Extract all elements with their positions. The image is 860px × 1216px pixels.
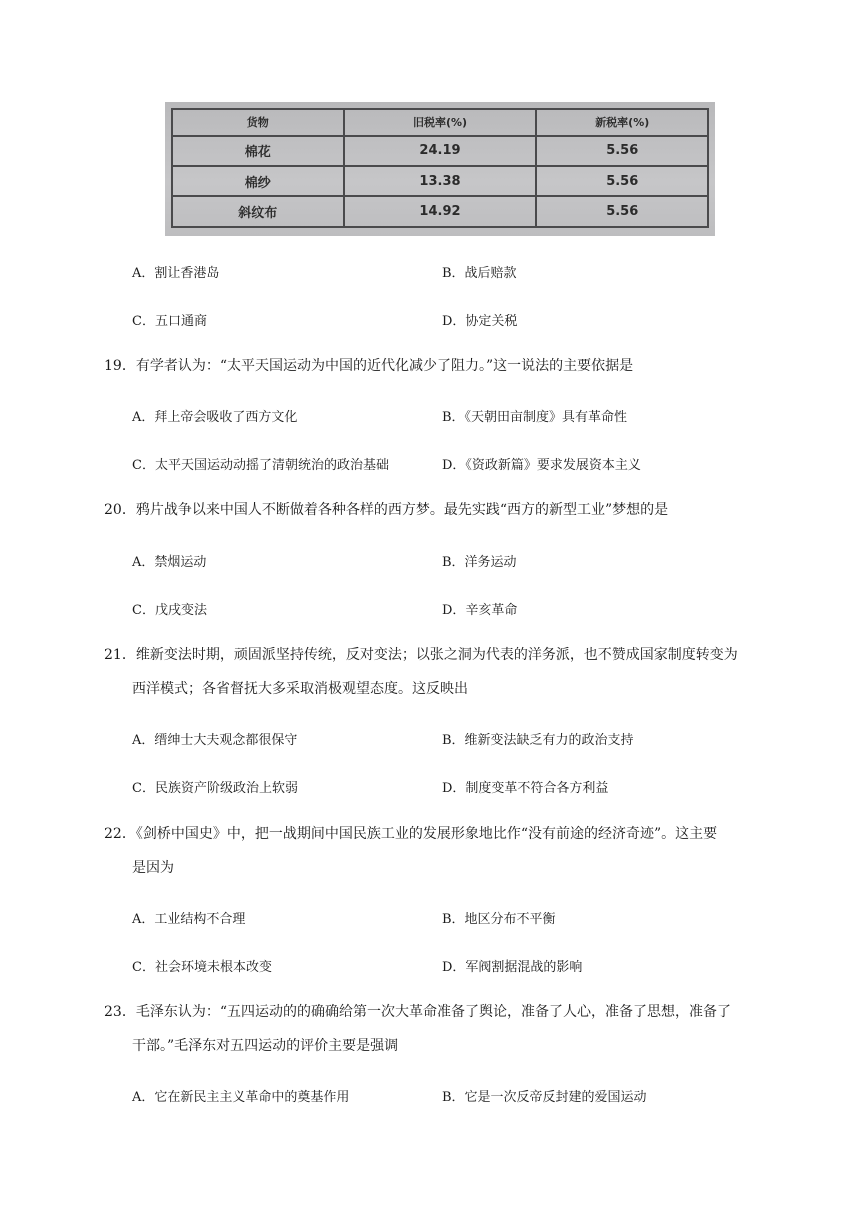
- q23-stem: [104, 1004, 784, 1020]
- q18-option-d: D．协定关税: [442, 314, 518, 329]
- cell-old-rate: 13.38: [344, 166, 537, 196]
- q19-option-b: B．《天朝田亩制度》具有革命性: [442, 410, 628, 425]
- q22-stem: [104, 826, 784, 842]
- q20-option-d: D．辛亥革命: [442, 603, 518, 618]
- q22-option-b: B．地区分布不平衡: [442, 912, 556, 927]
- q21-option-a: A．缙绅士大夫观念都很保守: [132, 733, 298, 748]
- q21-option-b: B．维新变法缺乏有力的政治支持: [442, 733, 634, 748]
- q23-stem-line1: 23．毛泽东认为：“五四运动的的确确给第一次大革命准备了舆论，准备了人心，准备了思想，准备了: [104, 1004, 731, 1020]
- q19-option-a: A．拜上帝会吸收了西方文化: [132, 410, 298, 425]
- table-row: [172, 166, 708, 196]
- q22-option-a: A．工业结构不合理: [132, 912, 246, 927]
- tariff-table-photo: [165, 102, 715, 236]
- table-row: [172, 196, 708, 227]
- header-goods: 货物: [172, 109, 344, 136]
- q20-option-c: C．戊戌变法: [132, 603, 207, 618]
- q22-stem-line2: 是因为: [132, 860, 174, 876]
- q22-option-c: C．社会环境未根本改变: [132, 960, 272, 975]
- q21-stem-cont: [132, 681, 812, 697]
- cell-new-rate: 5.56: [536, 196, 708, 227]
- q21-stem-line2: 西洋模式；各省督抚大多采取消极观望态度。这反映出: [132, 681, 468, 697]
- q23-stem-cont: [132, 1038, 812, 1054]
- q18-option-c: C．五口通商: [132, 314, 207, 329]
- table-header-row: [172, 109, 708, 136]
- q21-stem-line1: 21．维新变法时期，顽固派坚持传统，反对变法；以张之洞为代表的洋务派，也不赞成国家制度转变为: [104, 647, 738, 663]
- table-row: [172, 136, 708, 166]
- cell-goods: 斜纹布: [172, 196, 344, 227]
- q18-option-a: A．割让香港岛: [132, 266, 220, 281]
- q20-stem-text: 20．鸦片战争以来中国人不断做着各种各样的西方梦。最先实践“西方的新型工业”梦想的是: [104, 502, 669, 518]
- q19-option-d: D．《资政新篇》要求发展资本主义: [442, 458, 641, 473]
- q20-option-b: B．洋务运动: [442, 555, 517, 570]
- q22-stem-cont: [132, 860, 812, 876]
- q21-option-c: C．民族资产阶级政治上软弱: [132, 781, 298, 796]
- header-new-rate: 新税率(%): [536, 109, 708, 136]
- q19-option-c: C．太平天国运动动摇了清朝统治的政治基础: [132, 458, 389, 473]
- q19-stem: [104, 358, 784, 374]
- q23-option-a: A．它在新民主主义革命中的奠基作用: [132, 1090, 350, 1105]
- q22-option-d: D．军阀割据混战的影响: [442, 960, 583, 975]
- q22-stem-line1: 22．《剑桥中国史》中，把一战期间中国民族工业的发展形象地比作“没有前途的经济奇迹”。这主要: [104, 826, 718, 842]
- cell-old-rate: 24.19: [344, 136, 537, 166]
- cell-new-rate: 5.56: [536, 166, 708, 196]
- q23-option-b: B．它是一次反帝反封建的爱国运动: [442, 1090, 647, 1105]
- q23-stem-line2: 干部。”毛泽东对五四运动的评价主要是强调: [132, 1038, 399, 1054]
- q21-stem: [104, 647, 784, 663]
- cell-goods: 棉纱: [172, 166, 344, 196]
- q18-option-b: B．战后赔款: [442, 266, 517, 281]
- cell-new-rate: 5.56: [536, 136, 708, 166]
- tariff-table: [171, 108, 709, 228]
- q20-option-a: A．禁烟运动: [132, 555, 207, 570]
- q20-stem: [104, 502, 784, 518]
- q19-stem-text: 19．有学者认为：“太平天国运动为中国的近代化减少了阻力。”这一说法的主要依据是: [104, 358, 634, 374]
- q21-option-d: D．制度变革不符合各方利益: [442, 781, 609, 796]
- cell-old-rate: 14.92: [344, 196, 537, 227]
- cell-goods: 棉花: [172, 136, 344, 166]
- header-old-rate: 旧税率(%): [344, 109, 537, 136]
